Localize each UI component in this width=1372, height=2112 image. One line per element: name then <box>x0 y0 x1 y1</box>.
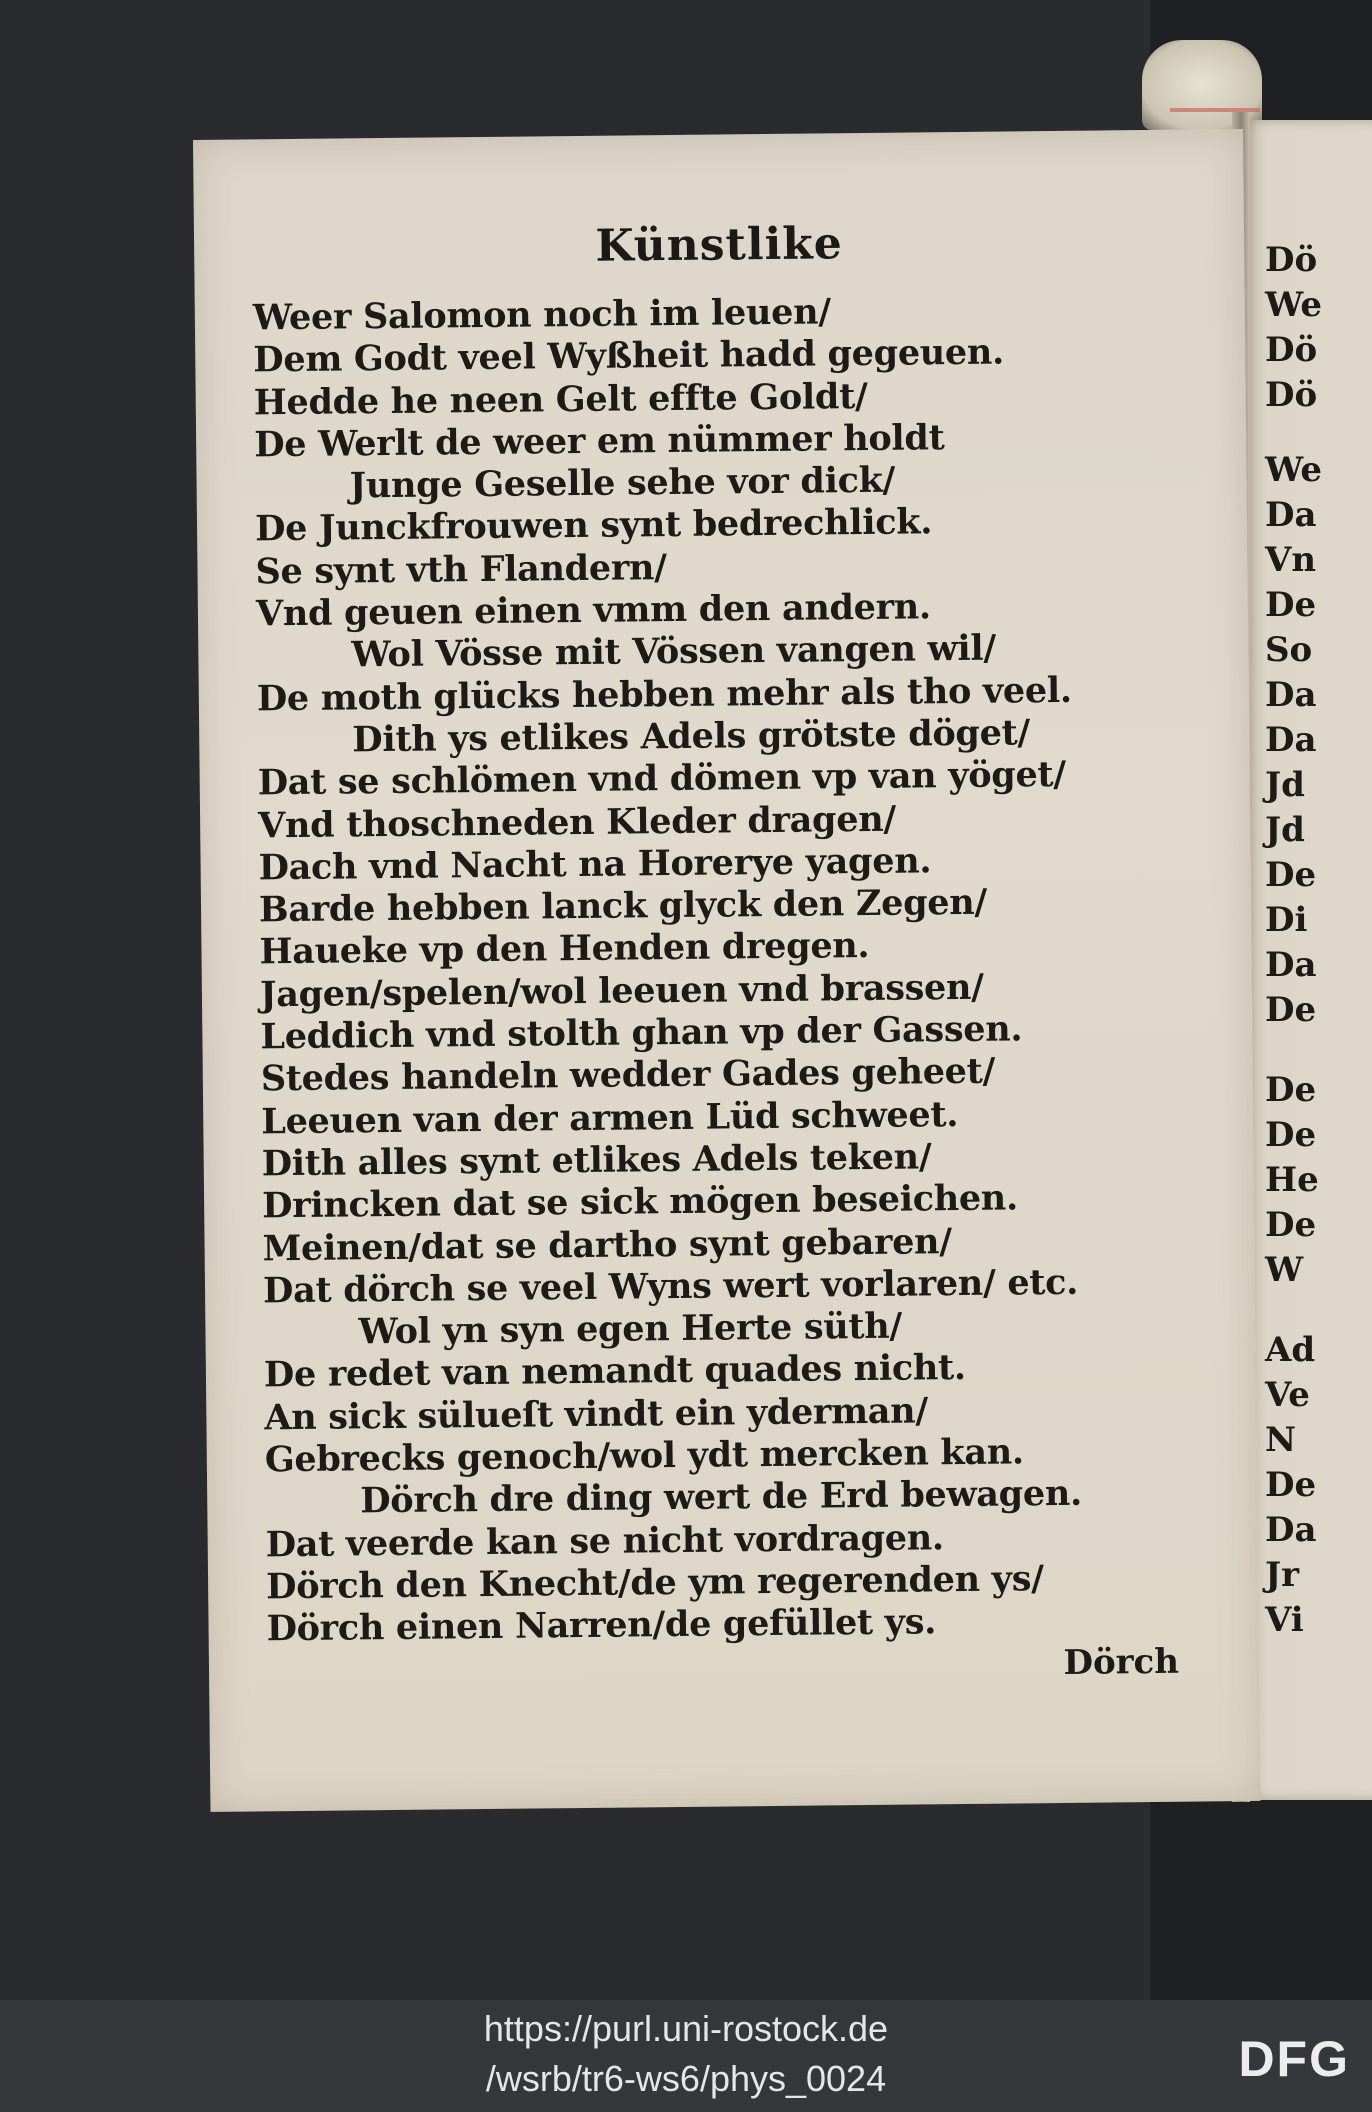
right-page-fragment: Vn <box>1265 540 1317 580</box>
text-line: Jagen/spelen/wol leeuen vnd brassen/ <box>259 966 984 1016</box>
text-line: De Junckfrouwen synt bedrechlick. <box>254 501 933 550</box>
text-line: Dat dörch se veel Wyns wert vorlaren/ etc. <box>262 1261 1079 1312</box>
right-page-fragment: Da <box>1265 945 1317 985</box>
right-page-fragment: Dö <box>1265 240 1318 280</box>
text-line: Dach vnd Nacht na Horerye yagen. <box>258 840 932 889</box>
right-page-fragment: Da <box>1265 720 1317 760</box>
right-page-fragment: Ve <box>1265 1375 1310 1415</box>
right-page-fragment: Dö <box>1265 330 1318 370</box>
right-page-fragment: N <box>1265 1420 1297 1460</box>
text-line: Gebrecks genoch/wol ydt mercken kan. <box>264 1431 1024 1481</box>
text-line: Barde hebben lanck glyck den Zegen/ <box>258 881 988 931</box>
right-page-fragment: De <box>1265 1465 1317 1505</box>
text-line: Dat veerde kan se nicht vordragen. <box>265 1516 944 1565</box>
right-page-fragment: Di <box>1265 900 1308 940</box>
footer-bar <box>0 2000 1372 2112</box>
text-line: Dörch einen Narren/de gefüllet ys. <box>266 1601 937 1650</box>
text-line: Haueke vp den Henden dregen. <box>259 925 870 973</box>
right-page-fragment: De <box>1265 1070 1317 1110</box>
page-header: Künstlike <box>595 218 844 272</box>
source-url-line1[interactable]: https://purl.uni-rostock.de <box>483 2008 889 2049</box>
right-page-fragment: De <box>1265 990 1317 1030</box>
right-page-fragment: Da <box>1265 495 1317 535</box>
left-page <box>193 129 1260 1812</box>
right-page-fragment: De <box>1265 1115 1317 1155</box>
text-line: Leeuen van der armen Lüd schweet. <box>261 1093 959 1142</box>
text-line: Stedes handeln wedder Gades geheet/ <box>260 1050 996 1100</box>
right-page-fragment: He <box>1265 1160 1319 1200</box>
right-page-fragment: So <box>1265 630 1313 670</box>
right-page-fragment: Jd <box>1265 810 1305 850</box>
text-line: Weer Salomon noch im leuen/ <box>252 291 831 339</box>
right-page-fragment: We <box>1265 285 1323 325</box>
text-line: Dörch dre ding wert de Erd bewagen. <box>360 1473 1083 1522</box>
text-line: Junge Geselle sehe vor dick/ <box>349 459 896 507</box>
text-block <box>253 287 1227 1650</box>
right-page-fragment: Dö <box>1265 375 1318 415</box>
right-page-fragment: De <box>1265 855 1317 895</box>
right-page-fragment: We <box>1265 450 1323 490</box>
text-line: Dem Godt veel Wyßheit hadd gegeuen. <box>253 331 1005 381</box>
source-url-line2[interactable]: /wsrb/tr6-ws6/phys_0024 <box>485 2058 887 2099</box>
text-line: Vnd thoschneden Kleder dragen/ <box>257 798 897 846</box>
right-page-fragment: Jr <box>1265 1555 1299 1595</box>
right-page-fragment: W <box>1265 1250 1304 1290</box>
right-page-fragment: Ad <box>1265 1330 1316 1370</box>
text-line: De moth glücks hebben mehr als tho veel. <box>256 669 1072 720</box>
text-line: Drincken dat se sick mögen beseichen. <box>261 1177 1019 1227</box>
dfg-logo: DFG <box>1238 2031 1350 2087</box>
right-page <box>1245 120 1372 1800</box>
text-line: Wol yn syn egen Herte süth/ <box>358 1305 903 1353</box>
text-line: De Werlt de weer em nümmer holdt <box>253 417 945 466</box>
right-page-fragment: De <box>1265 585 1317 625</box>
text-line: Wol Vösse mit Vössen vangen wil/ <box>351 627 997 676</box>
text-line: Leddich vnd stolth ghan vp der Gassen. <box>260 1008 1023 1058</box>
right-page-fragment: Jd <box>1265 765 1305 805</box>
text-line: Hedde he neen Gelt effte Goldt/ <box>253 375 868 423</box>
text-line: Se synt vth Flandern/ <box>255 546 667 593</box>
text-line: Dith alles synt etlikes Adels teken/ <box>261 1136 932 1185</box>
catchword: Dörch <box>1063 1641 1180 1683</box>
text-line: De redet van nemandt quades nicht. <box>263 1347 966 1396</box>
text-line: An sick sülueſt vindt ein yderman/ <box>264 1390 929 1439</box>
right-page-fragment: Da <box>1265 675 1317 715</box>
text-line: Vnd geuen einen vmm den andern. <box>255 586 932 635</box>
text-line: Dörch den Knecht/de ym regerenden ys/ <box>265 1558 1044 1608</box>
right-page-fragment: De <box>1265 1205 1317 1245</box>
text-line: Dat se schlömen vnd dömen vp van yöget/ <box>257 754 1067 804</box>
right-page-fragment: Da <box>1265 1510 1317 1550</box>
text-line: Meinen/dat se dartho synt gebaren/ <box>262 1220 952 1269</box>
text-line: Dith ys etlikes Adels grötste döget/ <box>352 712 1031 761</box>
right-page-fragment: Vi <box>1265 1600 1304 1640</box>
